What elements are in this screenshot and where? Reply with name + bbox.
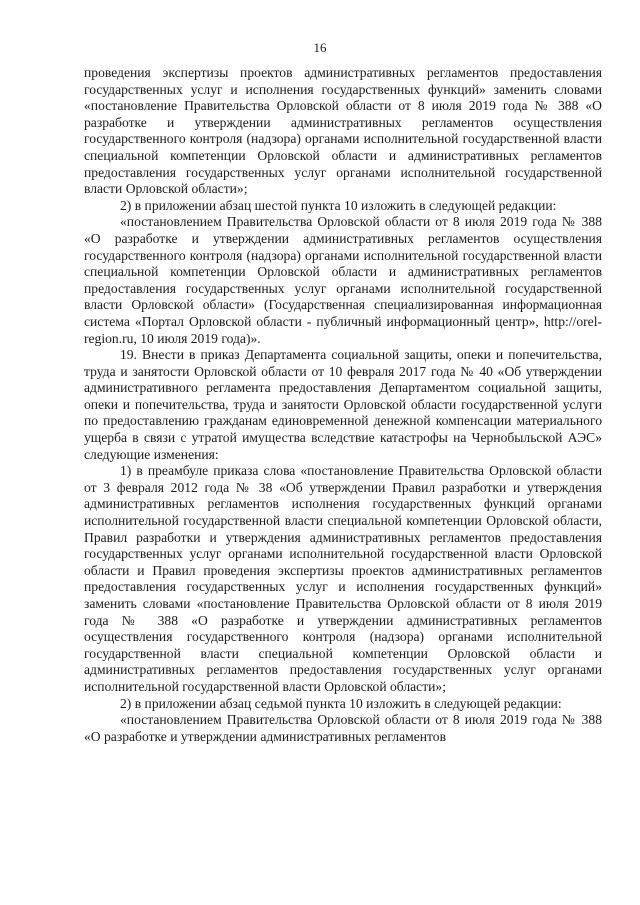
paragraph-item-2b: 2) в приложении абзац седьмой пункта 10 изложить в следующей редакции: <box>120 695 562 711</box>
page-number: 16 <box>313 40 327 55</box>
document-body <box>84 65 602 745</box>
paragraph-quote: «постановлением Правительства Орловской области от 8 июля 2019 года № 388 «О разработке и утверждении административных регламентов осуществления государственного контроля (надзора) органами исполнительной государственной власти специальной компетенции Орловской области и административных регламентов предоставления государственных услуг органами исполнительной государственной власти Орловской области» (Государственная специализированная информационная система «Портал Орловской области - публичный информационный центр», http://orel-region.ru, 10 июля 2019 года)». <box>84 214 602 346</box>
paragraph-quote-2: «постановлением Правительства Орловской области от 8 июля 2019 года № 388 «О разработке и утверждении административных регламентов <box>84 712 602 744</box>
paragraph-continuation: проведения экспертизы проектов административных регламентов предоставления государственных услуг и исполнения государственных функций» заменить словами «постановление Правительства Орловской области от 8 июля 2019 года № 388 «О разработке и утверждении административных регламентов осуществления государственного контроля (надзора) органами исполнительной государственной власти специальной компетенции Орловской области и административных регламентов предоставления государственных услуг органами исполнительной государственной власти Орловской области»; <box>84 65 602 197</box>
paragraph-item-1: 1) в преамбуле приказа слова «постановление Правительства Орловской области от 3 февраля 2012 года № 38 «Об утверждении Правил разработки и утверждения административных регламентов исполнения государственных функций органами исполнительной государственной власти специальной компетенции Орловской области, Правил разработки и утверждения административных регламентов предоставления государственных услуг органами исполнительной государственной власти Орловской области и Правил проведения экспертизы проектов административных регламентов предоставления государственных услуг и исполнения государственных функций» заменить словами «постановление Правительства Орловской области от 8 июля 2019 года № 388 «О разработке и утверждении административных регламентов осуществления государственного контроля (надзора) органами исполнительной государственной власти специальной компетенции Орловской области и административных регламентов предоставления государственных услуг органами исполнительной государственной власти Орловской области»; <box>84 463 602 694</box>
paragraph-item-2: 2) в приложении абзац шестой пункта 10 изложить в следующей редакции: <box>120 197 557 213</box>
paragraph-section-19: 19. Внести в приказ Департамента социальной защиты, опеки и попечительства, труда и занятости Орловской области от 10 февраля 2017 года № 40 «Об утверждении административного регламента предоставления Департаментом социальной защиты, опеки и попечительства, труда и занятости Орловской области государственной услуги по предоставлению гражданам единовременной денежной компенсации материального ущерба в связи с утратой имущества вследствие катастрофы на Чернобыльской АЭС» следующие изменения: <box>84 347 602 462</box>
